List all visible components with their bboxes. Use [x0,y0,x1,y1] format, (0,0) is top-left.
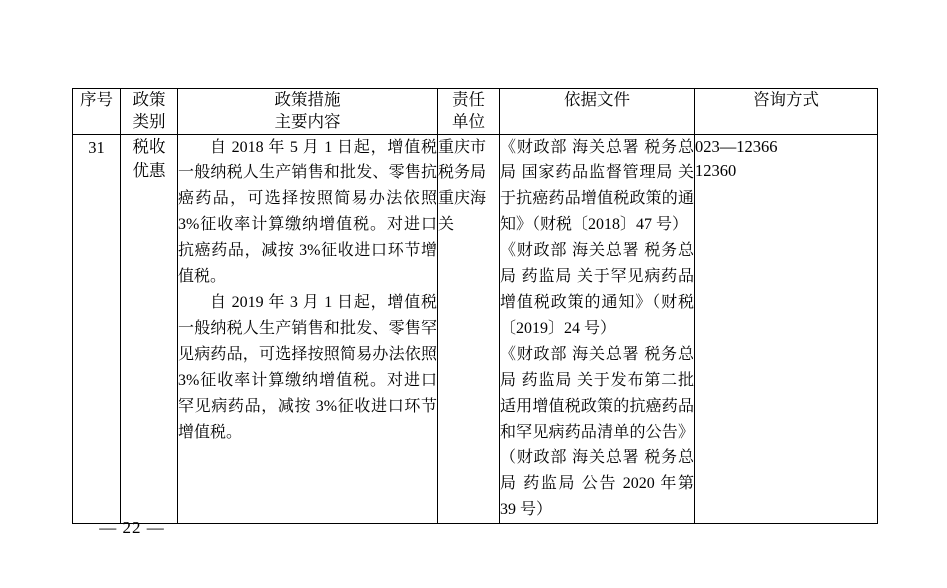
column-header-content-line1: 政策措施 [274,90,341,109]
cell-content-paragraph: 自 2019 年 3 月 1 日起，增值税一般纳税人生产销售和批发、零售罕见病药品，可选择按照简易办法依照 3%征收率计算缴纳增值税。对进口罕见病药品，减按 3%征收进口环节增值税。 [178,293,437,441]
column-header-document [500,89,695,135]
column-header-document-line1: 依据文件 [564,90,630,109]
basis-document-item: 《财政部 海关总署 税务总局 药监局 关于发布第二批适用增值税政策的抗癌药品和罕见病药品清单的公告》（财政部 海关总署 税务总局 药监局 公告 2020 年第 39 号） [500,345,694,519]
cell-unit-line: 重庆海 [438,190,487,208]
column-header-category-line1: 政策 [132,90,166,109]
cell-content [178,134,438,524]
cell-sequence: 31 [73,134,121,524]
column-header-sequence [73,89,121,135]
cell-unit-line: 税务局 [438,164,487,182]
column-header-unit-line2: 单位 [452,112,485,132]
table-row [73,134,878,524]
column-header-unit [438,89,500,135]
page-number: — 22 — [99,518,165,537]
basis-document-item: 《财政部 海关总署 税务总局 国家药品监督管理局 关于抗癌药品增值税政策的通知》（财税〔2018〕47 号） [500,138,694,234]
contact-line: 023—12366 [695,136,778,156]
table-header-row [73,89,878,135]
column-header-content [178,89,438,135]
cell-unit-line: 关 [438,216,455,234]
cell-contact [695,134,878,524]
column-header-content-line2: 主要内容 [274,112,341,132]
column-header-contact-line1: 咨询方式 [753,90,819,109]
cell-content-paragraph: 自 2018 年 5 月 1 日起，增值税一般纳税人生产销售和批发、零售抗癌药品，可选择按照简易办法依照 3%征收率计算缴纳增值税。对进口抗癌药品，减按 3%征收进口环节增值税。 [178,138,437,286]
column-header-contact [695,89,878,135]
contact-line: 12360 [695,161,737,181]
column-header-category [121,89,178,135]
cell-category [121,134,178,524]
cell-unit-line: 重庆市 [438,138,487,156]
table-header [73,89,878,135]
cell-responsible-unit [438,134,500,524]
column-header-unit-line1: 责任 [452,90,485,109]
column-header-sequence-line1: 序号 [80,90,113,109]
cell-category-line1: 税收 [132,136,166,156]
cell-basis-documents [500,134,695,524]
table-body [73,134,878,524]
cell-category-line2: 优惠 [132,161,166,181]
column-header-category-line2: 类别 [132,112,166,132]
basis-document-item: 《财政部 海关总署 税务总局 药监局 关于罕见病药品增值税政策的通知》（财税〔2019〕24 号） [500,242,694,337]
policy-measures-table [72,88,878,524]
